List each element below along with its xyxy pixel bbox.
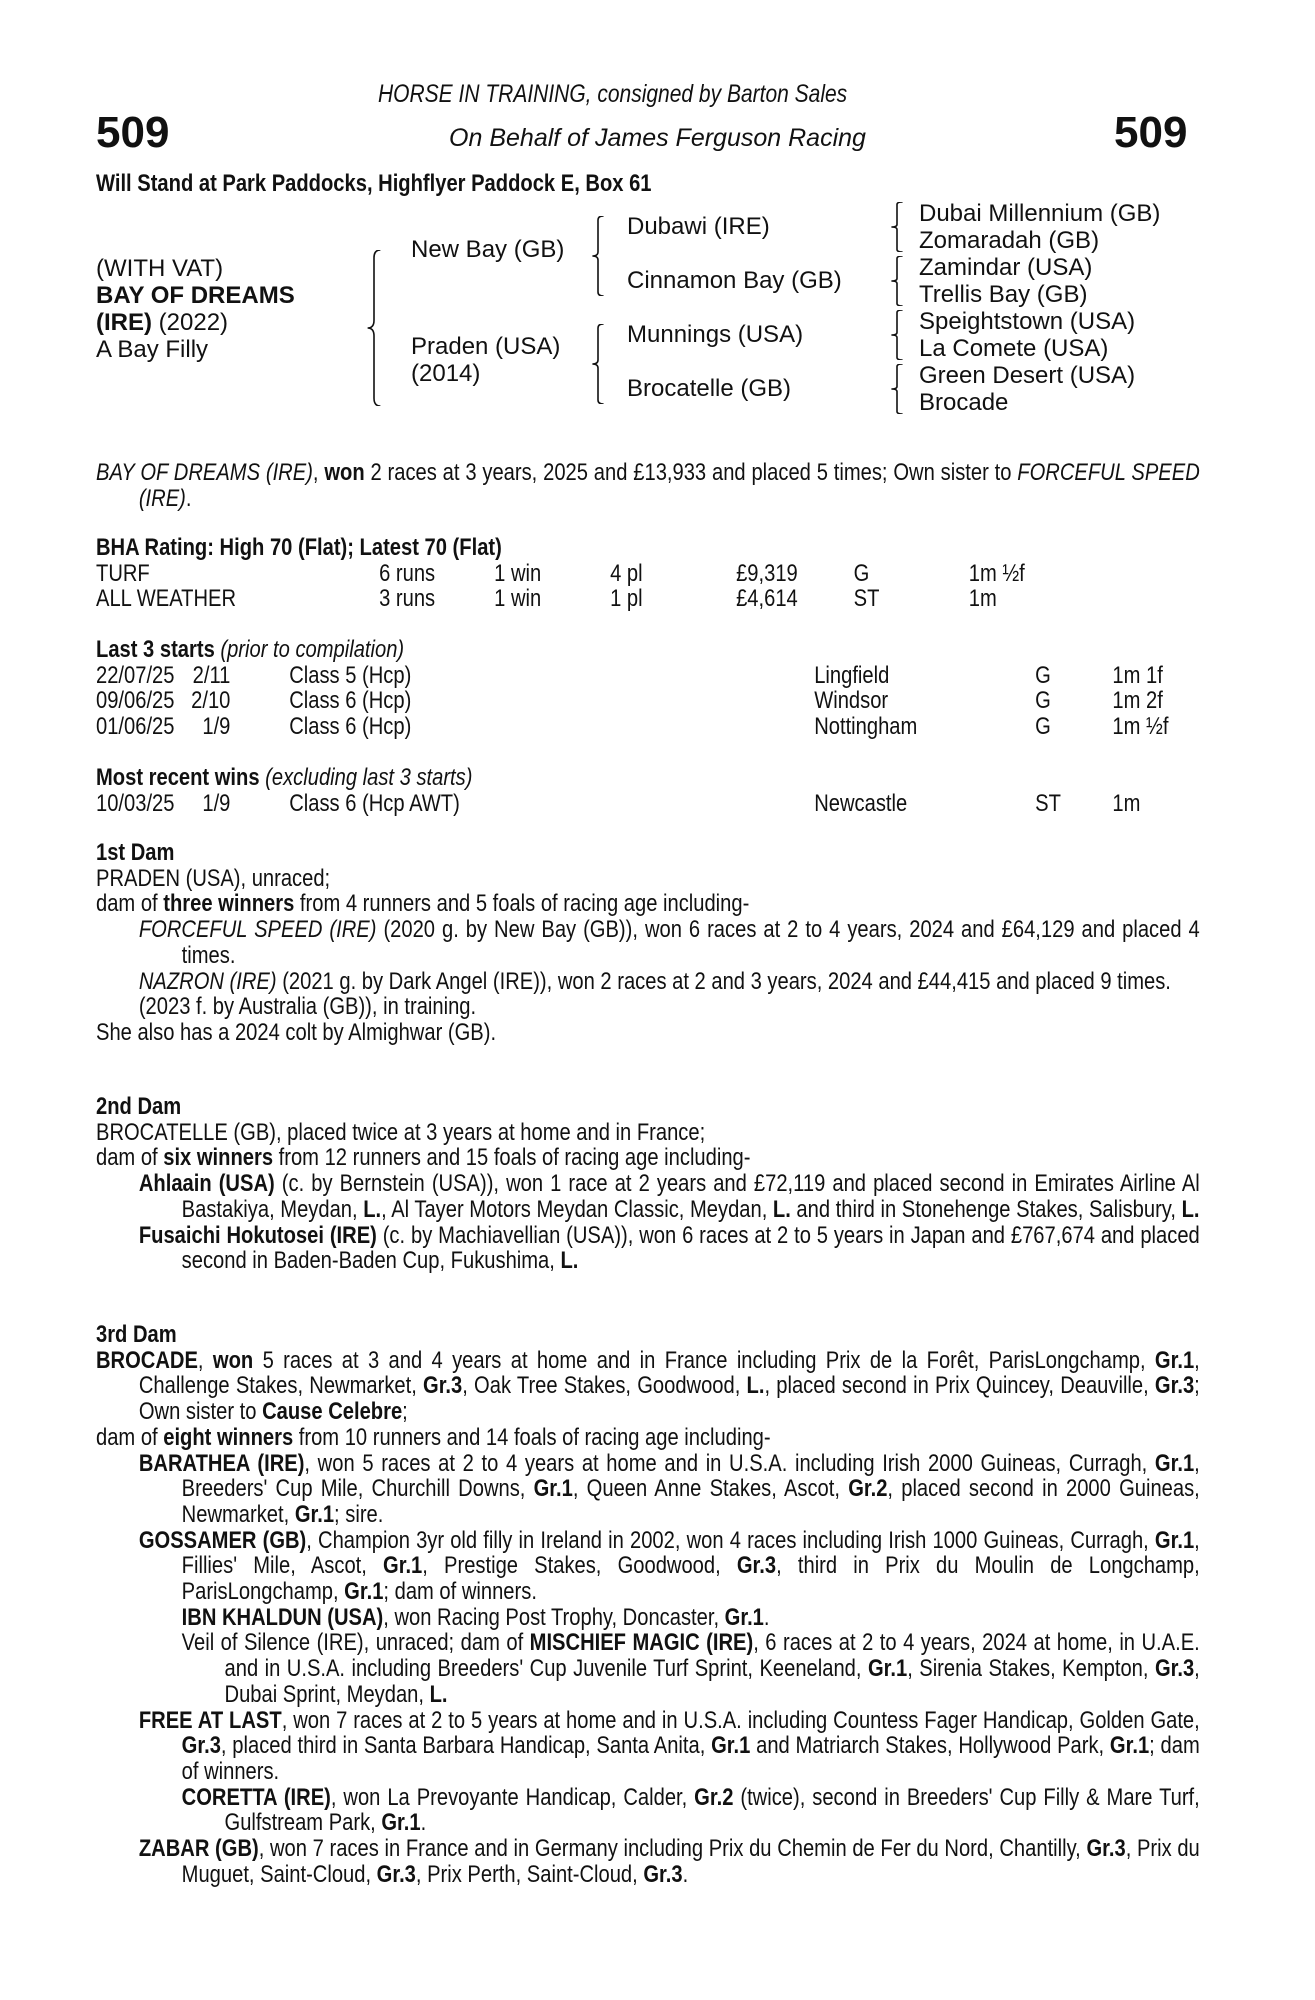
text-segment: ZABAR (GB) — [138, 1835, 259, 1863]
text-segment: , placed second in Prix Quincey, Deauville, — [764, 1372, 1155, 1400]
text-segment: MISCHIEF MAGIC (IRE) — [529, 1629, 754, 1657]
text-segment: , Sirenia Stakes, Kempton, — [907, 1655, 1155, 1683]
start-row — [96, 714, 1200, 740]
text-segment: , Breeders' Cup Mile, Churchill Downs, — [181, 1449, 1200, 1503]
text-segment: Gr.3 — [736, 1552, 777, 1580]
first-dam-text — [96, 866, 1200, 1046]
text-segment: , Prix Perth, Saint-Cloud, — [415, 1860, 644, 1888]
text-segment: , won La Prevoyante Handicap, Calder, — [330, 1783, 695, 1811]
race-summary — [96, 460, 1200, 511]
vat-note: (WITH VAT) — [96, 255, 224, 282]
bha-rating-section — [96, 535, 1200, 612]
ancestor: Dubai Millennium (GB) — [919, 200, 1161, 227]
text-segment: from 12 runners and 15 foals of racing age including- — [273, 1144, 751, 1172]
course: Nottingham — [814, 713, 918, 741]
going: G — [1035, 687, 1051, 715]
distance: 1m 1f — [1112, 661, 1163, 689]
text-segment: Fusaichi Hokutosei (IRE) — [138, 1221, 377, 1249]
runs: 6 runs — [379, 559, 436, 587]
earnings: £4,614 — [736, 585, 798, 613]
ancestor: Green Desert (USA) — [919, 362, 1136, 389]
text-segment: , — [197, 1346, 213, 1374]
text-segment: . — [682, 1860, 689, 1888]
start-row — [96, 688, 1200, 714]
text-segment: six winners — [163, 1144, 274, 1172]
date: 01/06/25 — [96, 713, 175, 741]
text-segment: BARATHEA (IRE) — [138, 1449, 305, 1477]
text-segment: , won 5 races at 2 to 4 years at home and in U.S.A. including Irish 2000 Guineas, Curragh, — [304, 1449, 1155, 1477]
race-class: Class 6 (Hcp AWT) — [289, 789, 460, 817]
text-segment: FORCEFUL SPEED (IRE) — [138, 916, 377, 944]
text-segment: , — [312, 459, 325, 486]
last3-note: (prior to compilation) — [214, 636, 405, 663]
paragraph — [96, 1020, 1200, 1046]
going: G — [1035, 661, 1051, 689]
wins: 1 win — [494, 559, 542, 587]
pedigree-brace-icon — [890, 256, 904, 306]
distance: 1m 2f — [1112, 687, 1163, 715]
pedigree-brace-icon — [890, 202, 904, 252]
second-dam-text — [96, 1120, 1200, 1274]
text-segment: Gr.3 — [1154, 1372, 1195, 1400]
text-segment: CORETTA (IRE) — [181, 1783, 331, 1811]
text-segment: Gr.1 — [867, 1655, 908, 1683]
pedigree-brace-icon — [890, 310, 904, 360]
text-segment: Gr.1 — [724, 1603, 764, 1631]
first-dam-section — [96, 840, 1200, 1046]
dam-name: Praden (USA) — [411, 333, 561, 360]
race-class: Class 6 (Hcp) — [289, 713, 412, 741]
win-row — [96, 791, 1200, 817]
text-segment: , Prix du Muguet, Saint-Cloud, — [181, 1835, 1200, 1888]
horse-suffix: (IRE) — [96, 309, 152, 336]
pedigree-brace-icon — [366, 250, 382, 406]
text-segment: L. — [560, 1247, 579, 1275]
date: 10/03/25 — [96, 789, 175, 817]
text-segment: , Challenge Stakes, Newmarket, — [138, 1346, 1200, 1400]
text-segment: , won 7 races at 2 to 5 years at home and in U.S.A. including Countess Fager Handicap, Golden Gate, — [281, 1706, 1200, 1734]
text-segment: (2023 f. by Australia (GB)), in training. — [138, 993, 477, 1021]
pedigree-brace-icon — [890, 364, 904, 414]
consignment-line — [0, 80, 1315, 109]
text-segment: (2021 g. by Dark Angel (IRE)), won 2 races at 2 and 3 years, 2024 and £44,415 and placed 9 times. — [276, 967, 1171, 995]
text-segment: Gr.1 — [383, 1552, 423, 1580]
position: 1/9 — [202, 713, 231, 741]
recent-note: (excluding last 3 starts) — [259, 764, 473, 791]
text-segment: Gr.3 — [376, 1860, 416, 1888]
surface: TURF — [96, 559, 150, 587]
text-segment: Gr.1 — [711, 1732, 751, 1760]
granddam-paternal: Cinnamon Bay (GB) — [627, 267, 842, 294]
third-dam-heading: 3rd Dam — [96, 1321, 177, 1348]
text-segment: FORCEFUL SPEED (IRE) — [138, 459, 1200, 512]
text-segment: Veil of Silence (IRE), unraced; dam of — [181, 1629, 530, 1657]
text-segment: . — [185, 484, 192, 512]
first-dam-heading: 1st Dam — [96, 839, 175, 866]
text-segment: (2020 g. by New Bay (GB)), won 6 races at 2 to 4 years, 2024 and £64,129 and placed 4 times. — [181, 916, 1200, 969]
distance: 1m — [968, 585, 997, 613]
text-segment: Gr.1 — [344, 1578, 384, 1606]
text-segment: IBN KHALDUN (USA) — [181, 1603, 384, 1631]
text-segment: ; dam of winners. — [181, 1732, 1200, 1785]
summary-paragraph — [96, 460, 1200, 511]
text-segment: Gr.3 — [1154, 1655, 1195, 1683]
text-segment: . — [763, 1603, 770, 1631]
text-segment: , placed second in 2000 Guineas, Newmarket, — [181, 1475, 1200, 1528]
text-segment: Gr.1 — [381, 1809, 421, 1837]
text-segment: (c. by Machiavellian (USA)), won 6 races at 2 to 5 years in Japan and £767,674 and placed second in Baden-Baden Cup, Fukushima, — [181, 1221, 1200, 1275]
text-segment: 2 races at 3 years, 2025 and £13,933 and placed 5 times; Own sister to — [364, 459, 1018, 486]
text-segment: BROCADE — [96, 1346, 198, 1374]
text-segment: 5 races at 3 and 4 years at home and in France including Prix de la Forêt, ParisLongchamp, — [253, 1346, 1155, 1374]
text-segment: Ahlaain (USA) — [138, 1170, 275, 1198]
horse-year: (2022) — [152, 309, 229, 336]
text-segment: , Queen Anne Stakes, Ascot, — [572, 1475, 849, 1503]
wins: 1 win — [494, 585, 542, 613]
sire: New Bay (GB) — [411, 236, 565, 263]
stats-row-turf — [96, 561, 1200, 587]
text-segment: dam of — [96, 890, 164, 918]
text-segment: . — [420, 1809, 427, 1837]
text-segment: Gr.1 — [294, 1500, 335, 1528]
course: Windsor — [814, 687, 889, 715]
race-class: Class 5 (Hcp) — [289, 661, 412, 689]
places: 1 pl — [610, 585, 643, 613]
text-segment: ; dam of winners. — [383, 1578, 537, 1606]
lot-number-right: 509 — [1114, 108, 1188, 157]
paragraph — [96, 1120, 1200, 1146]
text-segment: , won 7 races in France and in Germany including Prix du Chemin de Fer du Nord, Chantilly, — [258, 1835, 1087, 1863]
paragraph — [96, 1223, 1200, 1274]
stand-location: Will Stand at Park Paddocks, Highflyer Paddock E, Box 61 — [96, 170, 652, 197]
course: Lingfield — [814, 661, 890, 689]
text-segment: , won Racing Post Trophy, Doncaster, — [383, 1603, 725, 1631]
last3-heading: Last 3 starts — [96, 636, 215, 663]
paragraph — [96, 1785, 1200, 1836]
text-segment: three winners — [163, 890, 295, 918]
places: 4 pl — [610, 559, 643, 587]
bha-heading: BHA Rating: High 70 (Flat); Latest 70 (Flat) — [96, 534, 502, 561]
text-segment: Gr.1 — [1154, 1449, 1195, 1477]
paragraph — [96, 1348, 1200, 1425]
text-segment: and Matriarch Stakes, Hollywood Park, — [750, 1732, 1110, 1760]
text-segment: won — [324, 459, 365, 486]
text-segment: Gr.1 — [1109, 1732, 1150, 1760]
going: ST — [853, 585, 880, 613]
text-segment: L. — [772, 1195, 791, 1223]
paragraph — [96, 891, 1200, 917]
second-dam-section — [96, 1094, 1200, 1274]
text-segment: , third in Prix du Moulin de Longchamp, ParisLongchamp, — [181, 1552, 1200, 1606]
dam — [411, 333, 560, 387]
text-segment: BROCATELLE (GB), placed twice at 3 years at home and in France; — [96, 1118, 706, 1146]
paragraph — [96, 1836, 1200, 1887]
text-segment: L. — [746, 1372, 765, 1400]
paragraph — [96, 866, 1200, 892]
paragraph — [96, 917, 1200, 968]
paragraph — [96, 1425, 1200, 1451]
third-dam-text — [96, 1348, 1200, 1888]
horse-info — [96, 255, 295, 363]
paragraph — [96, 1145, 1200, 1171]
stats-row-all-weather — [96, 586, 1200, 612]
date: 09/06/25 — [96, 687, 175, 715]
text-segment: Gr.2 — [848, 1475, 888, 1503]
distance: 1m ½f — [968, 559, 1025, 587]
text-segment: Cause Celebre — [262, 1398, 403, 1426]
text-segment: , Prestige Stakes, Goodwood, — [422, 1552, 737, 1580]
text-segment: ; Own sister to — [138, 1372, 1200, 1426]
ancestor: Brocade — [919, 389, 1009, 416]
text-segment: , Oak Tree Stakes, Goodwood, — [462, 1372, 747, 1400]
ancestor: Speightstown (USA) — [919, 308, 1136, 335]
vendor-text: On Behalf of James Ferguson Racing — [449, 124, 866, 152]
text-segment: Gr.3 — [423, 1372, 463, 1400]
gen3-ancestors — [919, 200, 1160, 416]
ancestor: Trellis Bay (GB) — [919, 281, 1088, 308]
position: 2/11 — [192, 661, 231, 689]
horse-description: A Bay Filly — [96, 336, 209, 363]
text-segment: , Champion 3yr old filly in Ireland in 2002, won 4 races including Irish 1000 Guineas, Curragh, — [306, 1526, 1155, 1554]
text-segment: FREE AT LAST — [138, 1706, 282, 1734]
going: G — [853, 559, 870, 587]
text-segment: , Al Tayer Motors Meydan Classic, Meydan, — [381, 1195, 773, 1223]
text-segment: She also has a 2024 colt by Almighwar (GB). — [96, 1018, 497, 1046]
position: 2/10 — [191, 687, 231, 715]
grandsire-paternal: Dubawi (IRE) — [627, 213, 770, 240]
second-dam-heading: 2nd Dam — [96, 1093, 182, 1120]
paragraph — [96, 1171, 1200, 1222]
text-segment: (c. by Bernstein (USA)), won 1 race at 2 years and £72,119 and placed second in Emirates Airline Al Bastakiya, Meydan, — [181, 1170, 1200, 1223]
distance: 1m ½f — [1112, 713, 1169, 741]
lot-number-left: 509 — [96, 108, 170, 157]
text-segment: Gr.1 — [1154, 1346, 1195, 1374]
text-segment: ; — [402, 1398, 408, 1426]
race-class: Class 6 (Hcp) — [289, 687, 412, 715]
paragraph — [96, 1630, 1200, 1707]
start-row — [96, 663, 1200, 689]
last-3-starts-section — [96, 637, 1200, 740]
paragraph — [96, 1528, 1200, 1605]
text-segment: NAZRON (IRE) — [138, 967, 277, 995]
horse-name: BAY OF DREAMS — [96, 282, 295, 309]
text-segment: Gr.3 — [643, 1860, 683, 1888]
paragraph — [96, 1605, 1200, 1631]
text-segment: L. — [429, 1680, 448, 1708]
text-segment: PRADEN (USA), unraced; — [96, 864, 331, 892]
earnings: £9,319 — [736, 559, 798, 587]
text-segment: Gr.1 — [533, 1475, 573, 1503]
dam-year: (2014) — [411, 360, 481, 387]
text-segment: ; sire. — [334, 1500, 384, 1528]
text-segment: L. — [1181, 1195, 1200, 1223]
ancestor: Zamindar (USA) — [919, 254, 1093, 281]
course: Newcastle — [814, 789, 908, 817]
text-segment: won — [212, 1346, 254, 1374]
text-segment: , Dubai Sprint, Meydan, — [224, 1655, 1200, 1708]
text-segment: eight winners — [163, 1423, 294, 1451]
text-segment: Gr.2 — [694, 1783, 734, 1811]
text-segment: , Fillies' Mile, Ascot, — [181, 1526, 1200, 1580]
consignment-text: HORSE IN TRAINING, consigned by Barton Sales — [378, 80, 848, 108]
text-segment: Gr.3 — [1086, 1835, 1126, 1863]
date: 22/07/25 — [96, 661, 175, 689]
grandsire-maternal: Munnings (USA) — [627, 321, 804, 348]
distance: 1m — [1112, 789, 1141, 817]
text-segment: Gr.1 — [1154, 1526, 1195, 1554]
text-segment: Gr.3 — [181, 1732, 221, 1760]
ancestor: Zomaradah (GB) — [919, 227, 1100, 254]
granddam-maternal: Brocatelle (GB) — [627, 375, 792, 402]
recent-heading: Most recent wins — [96, 764, 260, 791]
going: ST — [1035, 789, 1061, 817]
going: G — [1035, 713, 1051, 741]
paragraph — [96, 1451, 1200, 1528]
text-segment: dam of — [96, 1144, 164, 1172]
runs: 3 runs — [379, 585, 436, 613]
surface: ALL WEATHER — [96, 585, 237, 613]
third-dam-section — [96, 1322, 1200, 1887]
paragraph — [96, 994, 1200, 1020]
text-segment: , placed third in Santa Barbara Handicap, Santa Anita, — [220, 1732, 712, 1760]
text-segment: dam of — [96, 1423, 164, 1451]
text-segment: GOSSAMER (GB) — [138, 1526, 307, 1554]
pedigree-brace-icon — [591, 216, 605, 296]
ancestor: La Comete (USA) — [919, 335, 1109, 362]
text-segment: , 6 races at 2 to 4 years, 2024 at home, in U.A.E. and in U.S.A. including Breeders' Cup Juvenile Turf Sprint, Keeneland, — [224, 1629, 1200, 1683]
text-segment: L. — [363, 1195, 382, 1223]
text-segment: BAY OF DREAMS (IRE) — [96, 459, 313, 486]
text-segment: from 10 runners and 14 foals of racing age including- — [293, 1423, 771, 1451]
pedigree-brace-icon — [591, 324, 605, 404]
paragraph — [96, 1708, 1200, 1785]
text-segment: (twice), second in Breeders' Cup Filly & Mare Turf, Gulfstream Park, — [224, 1783, 1200, 1837]
recent-wins-section — [96, 765, 1200, 816]
text-segment: from 4 runners and 5 foals of racing age including- — [294, 890, 750, 918]
paragraph — [96, 969, 1200, 995]
text-segment: and third in Stonehenge Stakes, Salisbury, — [790, 1195, 1182, 1223]
position: 1/9 — [202, 789, 231, 817]
